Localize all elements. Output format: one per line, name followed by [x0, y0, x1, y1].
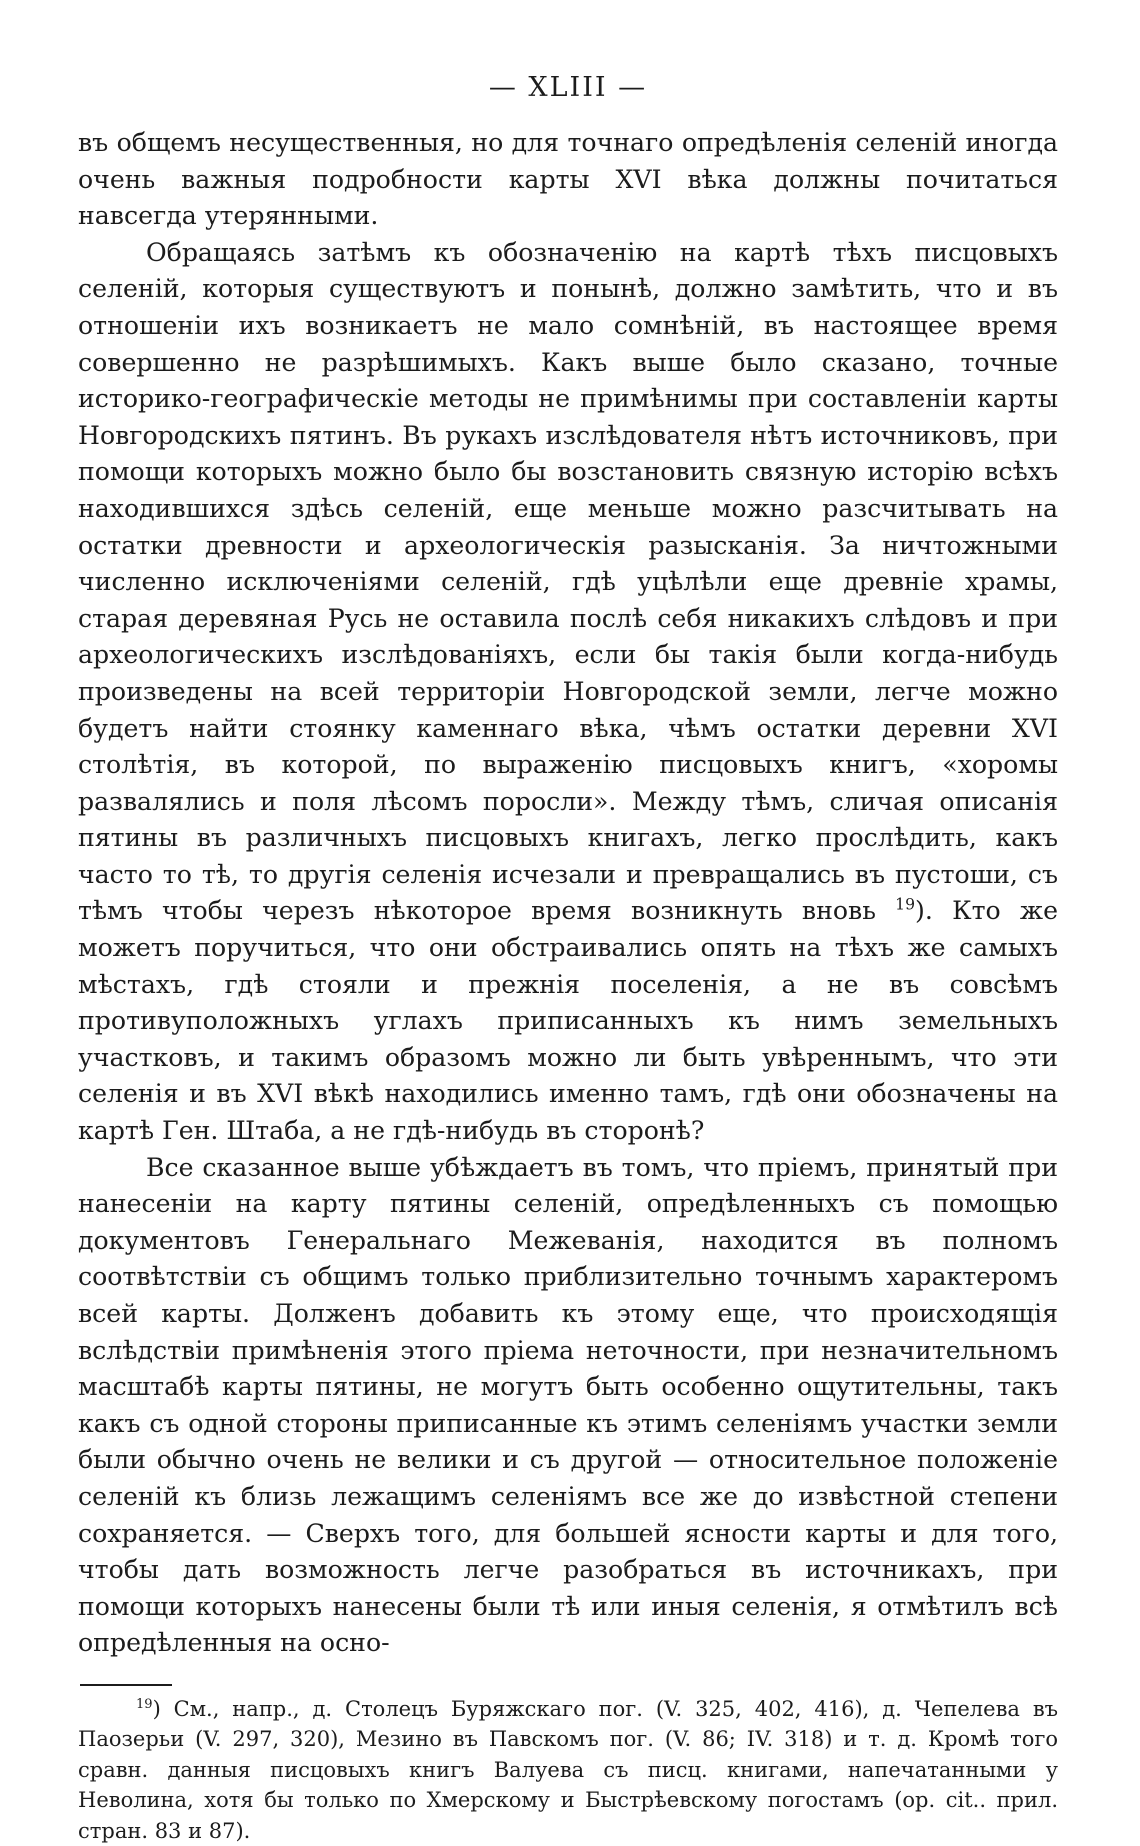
footnote-divider	[80, 1684, 172, 1686]
paragraph-2-text: Обращаясь затѣмъ къ обозначенію на картѣ тѣхъ писцовыхъ селеній, которыя существуютъ и понынѣ, должно замѣтить, что и въ отношеніи ихъ возникаетъ не мало сомнѣній, въ настоящее время совершенно не разрѣшимыхъ. Какъ выше было сказано, точные историко-географическіе методы не примѣнимы при составленіи карты Новгородскихъ пятинъ. Въ рукахъ изслѣдователя нѣтъ источниковъ, при помощи которыхъ можно было бы возстановить связную исторію всѣхъ находившихся здѣсь селеній, еще меньше можно разсчитывать на остатки древности и археологическія разысканія. За ничтожными численно исключеніями селеній, гдѣ уцѣлѣли еще древніе храмы, старая деревяная Русь не оставила послѣ себя никакихъ слѣдовъ и при археологическихъ изслѣдованіяхъ, если бы такія были когда-нибудь произведены на всей территоріи Новгородской земли, легче можно будетъ найти стоянку каменнаго вѣка, чѣмъ остатки деревни XVI столѣтія, въ которой, по выраженію писцовыхъ книгъ, «хоромы развалялись и поля лѣсомъ поросли». Между тѣмъ, сличая описанія пятины въ различныхъ писцовыхъ книгахъ, легко прослѣдить, какъ часто то тѣ, то другія селенія исчезали и превращались въ пустоши, съ тѣмъ чтобы черезъ нѣкоторое время возникнуть вновь	[78, 237, 1058, 926]
main-text	[78, 125, 1058, 1662]
footnote-mark: 19	[136, 1696, 153, 1712]
paragraph-3: Все сказанное выше убѣждаетъ въ томъ, что пріемъ, принятый при нанесеніи на карту пятины селеній, опредѣленныхъ съ помощью документовъ Генеральнаго Межеванія, находится въ полномъ соотвѣтствіи съ общимъ только приблизительно точнымъ характеромъ всей карты. Долженъ добавить къ этому еще, что происходящія вслѣдствіи примѣненія этого пріема неточности, при незначительномъ масштабѣ карты пятины, не могутъ быть особенно ощутительны, такъ какъ съ одной стороны приписанные къ этимъ селеніямъ участки земли были обычно очень не велики и съ другой — относительное положеніе селеній къ близь лежащимъ селеніямъ все же до извѣстной степени сохраняется. — Сверхъ того, для большей ясности карты и для того, чтобы дать возможность легче разобраться въ источникахъ, при помощи которыхъ нанесены были тѣ или иныя селенія, я отмѣтилъ всѣ опредѣленныя на осно-	[78, 1152, 1058, 1658]
paragraph-2	[78, 235, 1058, 1150]
paragraph-1: въ общемъ несущественныя, но для точнаго опредѣленія селеній иногда очень важныя подробности карты XVI вѣка должны почитаться навсегда утерянными.	[78, 128, 1058, 231]
footnote-text: ) См., напр., д. Столецъ Буряжскаго пог. (V. 325, 402, 416), д. Чепелева въ Паозерьи (V. 297, 320), Мезино въ Павскомъ пог. (V. 86; IV. 318) и т. д. Кромѣ того сравн. данныя писцовыхъ книгъ Валуева съ писц. книгами, напечатанными у Неволина, хотя бы только по Хмерскому и Быстрѣевскому погостамъ (op. cit.. прил. стран. 83 и 87).	[78, 1696, 1058, 1843]
footnote-reference: 19	[895, 896, 916, 915]
paragraph-2-continuation: ). Кто же можетъ поручиться, что они обстраивались опять на тѣхъ же самыхъ мѣстахъ, гдѣ стояли и прежнія поселенія, а не въ совсѣмъ противуположныхъ углахъ приписанныхъ къ нимъ земельныхъ участковъ, и такимъ образомъ можно ли быть увѣреннымъ, что эти селенія и въ XVI вѣкѣ находились именно тамъ, гдѣ они обозначены на картѣ Ген. Штаба, а не гдѣ-нибудь въ сторонѣ?	[78, 896, 1058, 1146]
page-number: — XLIII —	[488, 72, 648, 103]
footnote	[78, 1694, 1058, 1846]
